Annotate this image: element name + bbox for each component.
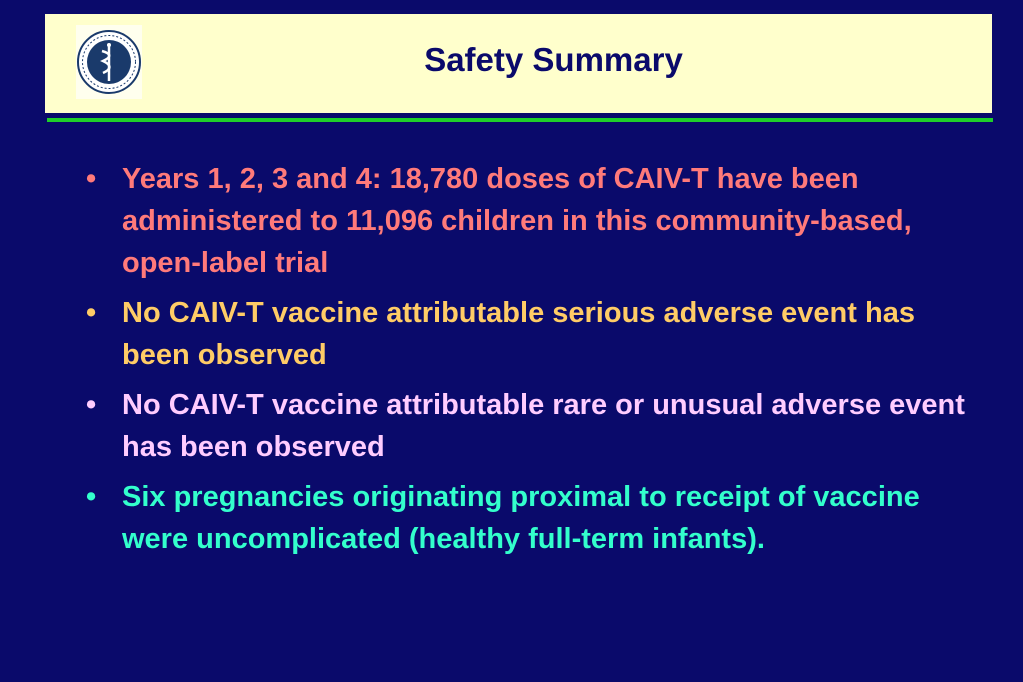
bullet-marker: • bbox=[86, 163, 97, 195]
title-banner bbox=[45, 14, 992, 113]
bullet-item bbox=[82, 158, 982, 284]
bullet-item bbox=[82, 476, 982, 560]
bullet-text: Years 1, 2, 3 and 4: 18,780 doses of CAIV-T have been administered to 11,096 children in this community-based, open-label trial bbox=[122, 163, 912, 279]
bullet-list bbox=[82, 158, 982, 568]
bullet-item bbox=[82, 384, 982, 468]
bullet-marker: • bbox=[86, 297, 97, 329]
bullet-text: No CAIV-T vaccine attributable rare or unusual adverse event has been observed bbox=[122, 389, 965, 463]
bullet-item bbox=[82, 292, 982, 376]
bullet-marker: • bbox=[86, 481, 97, 513]
bullet-text: Six pregnancies originating proximal to receipt of vaccine were uncomplicated (healthy full-term infants). bbox=[122, 481, 920, 555]
bullet-marker: • bbox=[86, 389, 97, 421]
header-divider bbox=[47, 118, 993, 122]
bullet-text: No CAIV-T vaccine attributable serious adverse event has been observed bbox=[122, 297, 915, 371]
slide-title: Safety Summary bbox=[424, 41, 683, 78]
